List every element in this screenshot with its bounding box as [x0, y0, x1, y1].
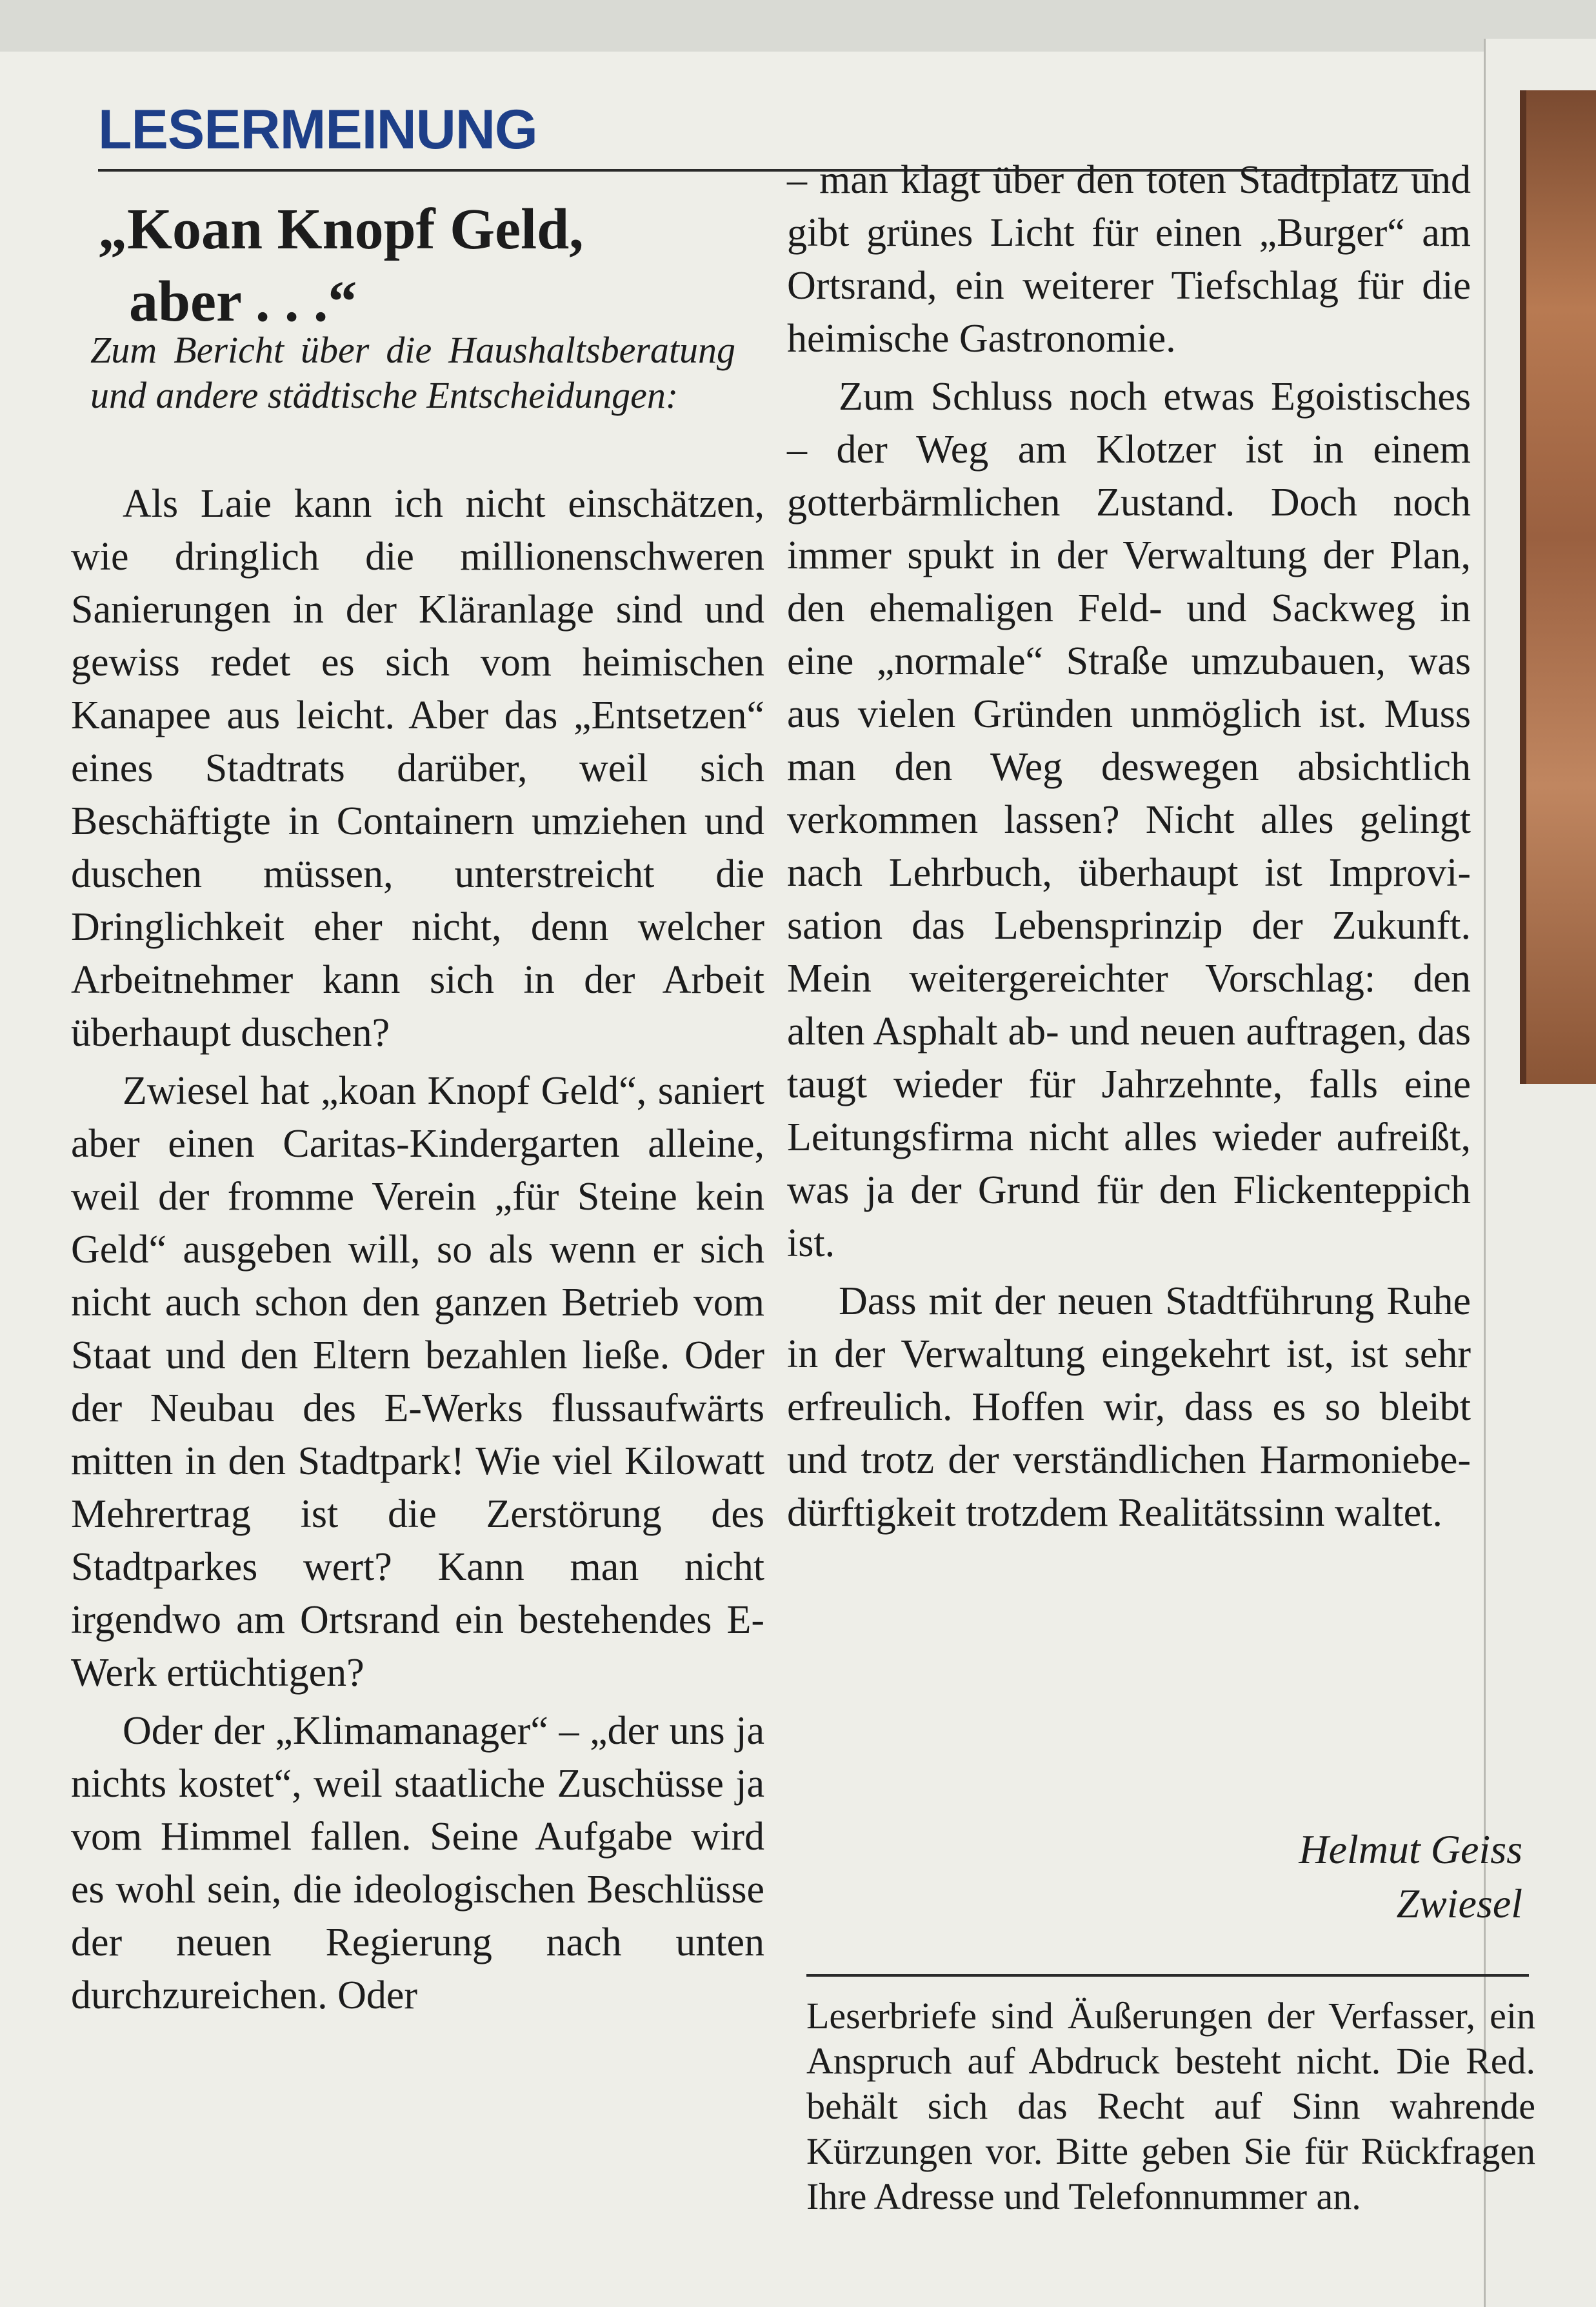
- body-paragraph: – man klagt über den toten Stadtplatz und gibt grünes Licht für einen „Burger“ am Ortsrand, ein weiterer Tiefschlag für die heimische Gastronomie.: [787, 158, 1471, 361]
- body-paragraph: Oder der „Klimamanager“ – „der uns ja nichts kostet“, weil staatliche Zuschüsse ja vom Himmel fallen. Seine Aufgabe wird es wohl sein, die ideologischen Beschlüsse der neuen Regierung nach unten durchzureichen. Oder: [71, 1709, 764, 2017]
- headline-line-1: „Koan Knopf Geld,: [98, 197, 584, 261]
- headline-line-2: aber . . .“: [129, 270, 357, 334]
- footer-rule: [806, 1974, 1529, 1977]
- body-paragraph: Als Laie kann ich nicht einschätzen, wie dringlich die millionenschweren Sanierungen in der Kläranlage sind und gewiss redet es sich vom heimischen Kanapee aus leicht. Aber das „Entsetzen“ eines Stadtrats darüber, weil sich Beschäftigte in Containern umziehen und duschen müssen, unterstreicht die Dringlichkeit eher nicht, denn welcher Arbeitnehmer kann sich in der Arbeit überhaupt duschen?: [71, 482, 764, 1055]
- body-paragraph: Zum Schluss noch etwas Egoistisches – der Weg am Klotzer ist in einem gotterbärmlichen Zustand. Doch noch immer spukt in der Verwaltung der Plan, den ehemaligen Feld- und Sackweg in eine „normale“ Straße umzubauen, was aus vielen Gründen unmöglich ist. Muss man den Weg deswegen absichtlich verkommen lassen? Nicht alles gelingt nach Lehrbuch, überhaupt ist Improvisation das Lebensprinzip der Zukunft. Mein weitergereichter Vorschlag: den alten Asphalt ab- und neuen auftragen, das taugt wieder für Jahrzehnte, falls eine Leitungsfirma nicht alles wieder aufreißt, was ja der Grund für den Flickenteppich ist.: [787, 375, 1471, 1265]
- intro-reference: Zum Bericht über die Haushaltsberatung und andere städtische Entscheidungen:: [90, 329, 735, 416]
- author-name: Helmut Geiss: [1299, 1826, 1522, 1872]
- disclaimer-note: Leserbriefe sind Äußerungen der Verfasser, ein Anspruch auf Abdruck besteht nicht. Die Red. behält sich das Recht auf Sinn wahrende Kürzungen vor. Bitte geben Sie für Rückfragen Ihre Adresse und Telefonnummer an.: [806, 1995, 1535, 2217]
- signature: [1097, 1823, 1522, 1931]
- author-city: Zwiesel: [1396, 1881, 1522, 1926]
- headline: [98, 194, 750, 338]
- section-kicker: LESERMEINUNG: [98, 99, 537, 161]
- body-paragraph: Zwiesel hat „koan Knopf Geld“, saniert aber einen Caritas-Kindergarten alleine, weil der fromme Verein „für Steine kein Geld“ ausgeben will, so als wenn er sich nicht auch schon den ganzen Betrieb vom Staat und den Eltern bezahlen ließe. Oder der Neubau des E-Werks flussaufwärts mitten in den Stadtpark! Wie viel Kilowatt Mehrertrag ist die Zerstörung des Stadtparkes wert? Kann man nicht irgendwo am Ortsrand ein bestehendes E-Werk ertüchtigen?: [71, 1069, 764, 1695]
- text-column-1: [71, 477, 764, 2022]
- text-column-2: [787, 154, 1471, 1539]
- body-paragraph: Dass mit der neuen Stadtführung Ruhe in der Verwaltung eingekehrt ist, ist sehr erfreulich. Hoffen wir, dass es so bleibt und trotz der verständlichen Harmoniebedürftigkeit trotzdem Realitätssinn waltet.: [787, 1279, 1471, 1535]
